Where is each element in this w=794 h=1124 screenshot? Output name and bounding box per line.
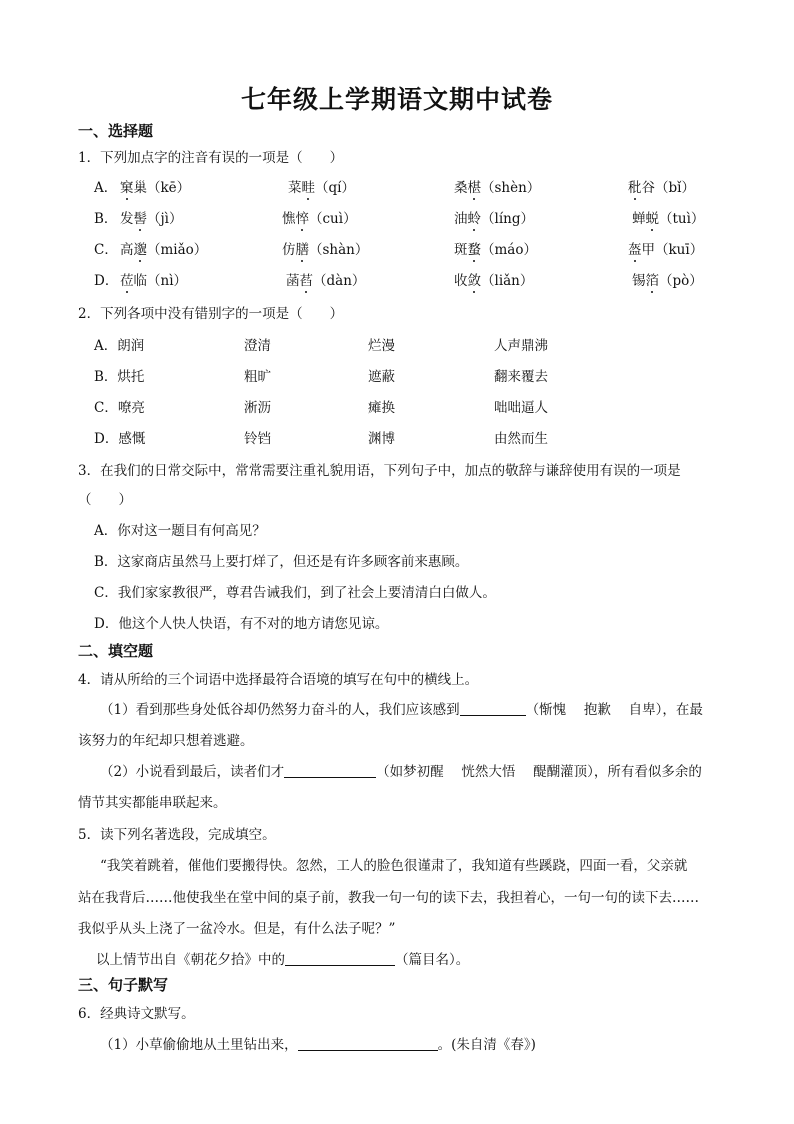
q4-part-1-text: （1）看到那些身处低谷却仍然努力奋斗的人，我们应该感到 <box>100 702 460 718</box>
q1-option-letter: D． <box>94 273 119 289</box>
q1-option-item: 秕谷（bǐ） <box>628 176 695 196</box>
q4-part-2 <box>100 760 702 780</box>
q2-option-word: 烂漫 <box>368 338 395 354</box>
q4-part-2-choices: （如梦初醒 恍然大悟 醍醐灌顶），所有看似多余的 <box>376 764 702 780</box>
question-6-stem: 6．经典诗文默写。 <box>78 1006 195 1022</box>
q1-option-item: 菜畦（qí） <box>288 176 355 196</box>
q2-option-label: A．朗润 <box>94 338 145 354</box>
q5-passage-line: 站在我背后……他使我坐在堂中间的桌子前，教我一句一句的读下去，我担着心，一句一句的读下去…… <box>78 890 699 906</box>
page-title: 七年级上学期语文期中试卷 <box>240 85 553 114</box>
q2-option-word: 澄清 <box>244 338 271 354</box>
q2-option-word: 翻来覆去 <box>494 369 548 385</box>
answer-blank[interactable] <box>285 951 395 966</box>
q1-option-item: 菡萏（dàn） <box>286 269 365 289</box>
q1-option-letter: A． <box>94 180 118 196</box>
question-4-stem: 4．请从所给的三个词语中选择最符合语境的填写在句中的横线上。 <box>78 672 479 688</box>
question-2-stem: 2．下列各项中没有错别字的一项是（ ） <box>78 306 344 322</box>
q1-option-item: 仿膳（shàn） <box>282 238 368 258</box>
q5-fill-suffix: （篇目名）。 <box>395 952 470 968</box>
q1-option-item: 蝉蜕（tuì） <box>632 207 704 227</box>
q4-part-1-choices: （惭愧 抱歉 自卑），在最 <box>525 702 703 718</box>
q5-passage-line: “我笑着跳着，催他们要搬得快。忽然，工人的脸色很谨肃了，我知道有些蹊跷，四面一看，父亲就 <box>100 858 688 874</box>
q2-option-word: 由然而生 <box>494 431 548 447</box>
q3-option: A．你对这一题目有何高见？ <box>94 523 266 539</box>
question-5-stem: 5．读下列名著选段，完成填空。 <box>78 827 276 843</box>
answer-blank[interactable] <box>284 763 376 778</box>
section-heading-choice: 一、选择题 <box>78 122 154 140</box>
answer-blank[interactable] <box>460 701 526 716</box>
q4-part-1 <box>100 698 703 718</box>
q4-part-2-text: （2）小说看到最后，读者们才 <box>100 764 285 780</box>
q2-option-word: 渊博 <box>368 431 395 447</box>
q6-part-1 <box>100 1033 536 1053</box>
question-1-stem: 1．下列加点字的注音有误的一项是（ ） <box>78 150 344 166</box>
q1-option-item: 窠巢（kē） <box>120 176 190 196</box>
q1-option-item: 斑蝥（máo） <box>454 238 537 258</box>
q6-part-1-source: 。(朱自清《春》) <box>437 1037 536 1053</box>
q1-option-item: 桑椹（shèn） <box>454 176 540 196</box>
section-heading-recitation: 三、句子默写 <box>78 976 169 994</box>
q5-passage-line: 我似乎从头上浇了一盆冷水。但是，有什么法子呢？” <box>78 921 396 937</box>
q2-option-word: 遮蔽 <box>368 369 395 385</box>
answer-blank[interactable] <box>298 1036 438 1051</box>
q3-option: C．我们家家教很严，尊君告诫我们，到了社会上要清清白白做人。 <box>94 585 496 601</box>
q2-option-word: 铃铛 <box>244 431 271 447</box>
q5-fill-line <box>96 948 469 968</box>
q6-part-1-text: （1）小草偷偷地从土里钻出来， <box>100 1037 298 1053</box>
q2-option-word: 瘫换 <box>368 400 395 416</box>
q2-option-label: D．感慨 <box>94 431 146 447</box>
q1-option-item: 高邈（miǎo） <box>120 238 207 258</box>
q1-option-item: 莅临（nì） <box>120 269 187 289</box>
q2-option-label: B．烘托 <box>94 369 145 385</box>
q1-option-item: 锡箔（pò） <box>632 269 703 289</box>
q1-option-letter: C． <box>94 242 118 258</box>
q1-option-item: 憔悴（cuì） <box>282 207 357 227</box>
q1-option-item: 发髻（jì） <box>120 207 183 227</box>
q2-option-label: C．嘹亮 <box>94 400 145 416</box>
q2-option-word: 粗旷 <box>244 369 271 385</box>
q5-fill-text: 以上情节出自《朝花夕拾》中的 <box>96 952 285 968</box>
q1-option-item: 收敛（liǎn） <box>454 269 533 289</box>
q4-part-2-cont: 情节其实都能串联起来。 <box>78 795 227 811</box>
q2-option-word: 咄咄逼人 <box>494 400 548 416</box>
q2-option-word: 人声鼎沸 <box>494 338 548 354</box>
q1-option-item: 油蛉（líng） <box>454 207 534 227</box>
question-3-stem-cont: （ ） <box>78 492 132 508</box>
q2-option-word: 淅沥 <box>244 400 271 416</box>
q3-option: D．他这个人快人快语，有不对的地方请您见谅。 <box>94 616 389 632</box>
q4-part-1-cont: 该努力的年纪却只想着逃避。 <box>78 733 254 749</box>
question-3-stem: 3．在我们的日常交际中，常常需要注重礼貌用语，下列句子中，加点的敬辞与谦辞使用有误的一项是 <box>78 463 681 479</box>
q1-option-letter: B． <box>94 211 118 227</box>
q3-option: B．这家商店虽然马上要打烊了，但还是有许多顾客前来惠顾。 <box>94 554 469 570</box>
q1-option-item: 盔甲（kuī） <box>628 238 703 258</box>
section-heading-fill: 二、填空题 <box>78 642 154 660</box>
